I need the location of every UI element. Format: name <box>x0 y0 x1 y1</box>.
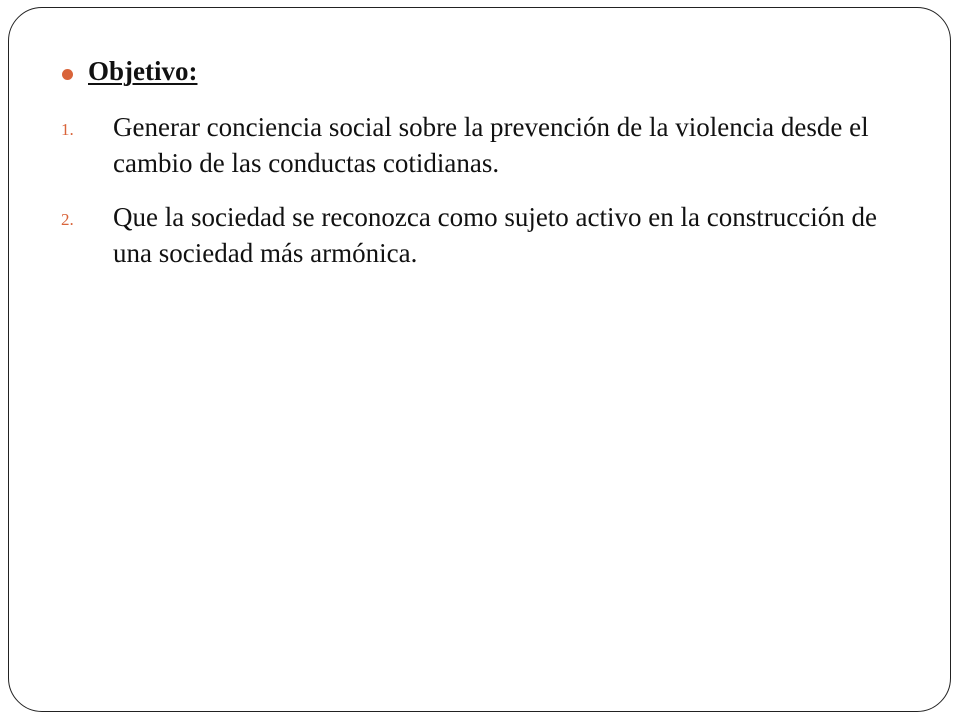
list-item-text: Que la sociedad se reconozca como sujeto activo en la construcción de una sociedad más armónica. <box>113 202 877 268</box>
list-item-number: 2. <box>61 210 74 229</box>
list-item-number: 1. <box>61 120 74 139</box>
list-item-text: Generar conciencia social sobre la prevención de la violencia desde el cambio de las conductas cotidianas. <box>113 112 869 178</box>
heading-objetivo: Objetivo: <box>88 56 198 86</box>
bullet-icon <box>62 69 73 80</box>
